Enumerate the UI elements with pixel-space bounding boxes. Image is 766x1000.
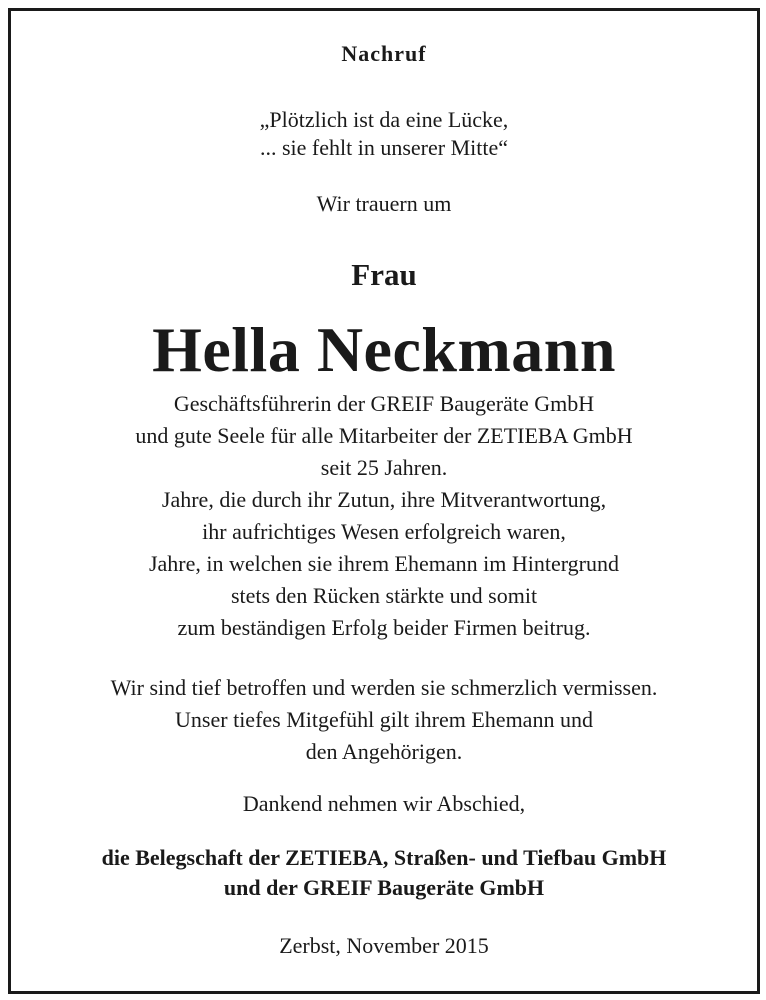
obituary-notice: [8, 8, 760, 994]
signer-line: und der GREIF Baugeräte GmbH: [223, 875, 545, 900]
tribute-line: seit 25 Jahren.: [320, 455, 448, 480]
tribute-line: stets den Rücken stärkte und somit: [230, 583, 538, 608]
tribute-line: zum beständigen Erfolg beider Firmen beitrug.: [177, 615, 591, 640]
deceased-name: Hella Neckmann: [152, 314, 616, 385]
closing-line: Dankend nehmen wir Abschied,: [242, 791, 526, 816]
tribute-line: Geschäftsführerin der GREIF Baugeräte GmbH: [173, 391, 595, 416]
place-and-date: Zerbst, November 2015: [279, 933, 489, 958]
condolence-line: den Angehörigen.: [305, 739, 463, 764]
quote-line-2: ... sie fehlt in unserer Mitte“: [259, 135, 509, 160]
condolence-line: Wir sind tief betroffen und werden sie schmerzlich vermissen.: [110, 675, 658, 700]
signer-line: die Belegschaft der ZETIEBA, Straßen- und Tiefbau GmbH: [101, 845, 667, 870]
tribute-line: Jahre, die durch ihr Zutun, ihre Mitverantwortung,: [161, 487, 607, 512]
quote-line-1: „Plötzlich ist da eine Lücke,: [259, 107, 509, 132]
tribute-line: und gute Seele für alle Mitarbeiter der ZETIEBA GmbH: [135, 423, 633, 448]
deceased-salutation: Frau: [351, 257, 417, 292]
condolence-line: Unser tiefes Mitgefühl gilt ihrem Ehemann und: [175, 707, 593, 732]
tribute-line: ihr aufrichtiges Wesen erfolgreich waren,: [202, 519, 566, 544]
tribute-line: Jahre, in welchen sie ihrem Ehemann im Hintergrund: [148, 551, 619, 576]
mourning-intro: Wir trauern um: [316, 191, 452, 216]
notice-heading: Nachruf: [341, 41, 427, 66]
